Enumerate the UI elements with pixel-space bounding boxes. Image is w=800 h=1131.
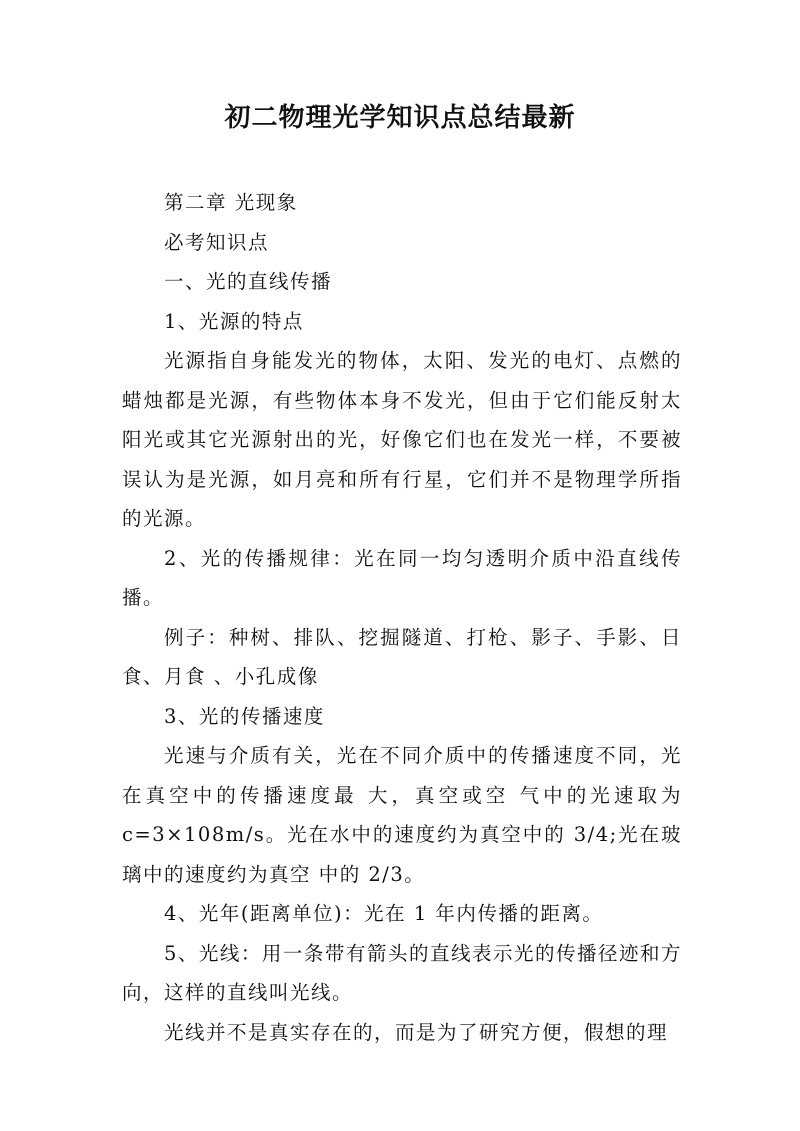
paragraph-examples: 例子：种树、排队、挖掘隧道、打枪、影子、手影、日食、月食 、小孔成像: [122, 625, 682, 688]
paragraph-propagation-rule: 2、光的传播规律：光在同一均匀透明介质中沿直线传播。: [122, 546, 682, 609]
must-know-heading: 必考知识点: [164, 230, 270, 254]
paragraph-light-year: 4、光年(距离单位)：光在 1 年内传播的距离。: [164, 902, 604, 925]
paragraph-light-speed: 光速与介质有关，光在不同介质中的传播速度不同，光在真空中的传播速度最 大，真空或空 气中的光速取为 c=3×108m/s。光在水中的速度约为真空中的 3/4;光在玻璃中的速度约为真空 中的 2/3。: [122, 744, 682, 886]
paragraph-light-source: 光源指自身能发光的物体，太阳、发光的电灯、点燃的蜡烛都是光源，有些物体本身不发光，但由于它们能反射太阳光或其它光源射出的光，好像它们也在发光一样，不要被误认为是光源，如月亮和所有行星，它们并不是物理学所指的光源。: [122, 349, 682, 530]
document-title: 初二物理光学知识点总结最新: [224, 103, 576, 133]
paragraph-ray-note: 光线并不是真实存在的，而是为了研究方便，假想的理: [164, 1020, 669, 1044]
section-heading: 一、光的直线传播: [164, 270, 333, 293]
paragraph-light-ray: 5、光线：用一条带有箭头的直线表示光的传播径迹和方向，这样的直线叫光线。: [122, 941, 682, 1004]
item-heading: 1、光源的特点: [164, 309, 304, 333]
item-heading: 3、光的传播速度: [164, 704, 325, 728]
document-body: [122, 183, 682, 1052]
chapter-heading: 第二章 光现象: [164, 191, 298, 214]
